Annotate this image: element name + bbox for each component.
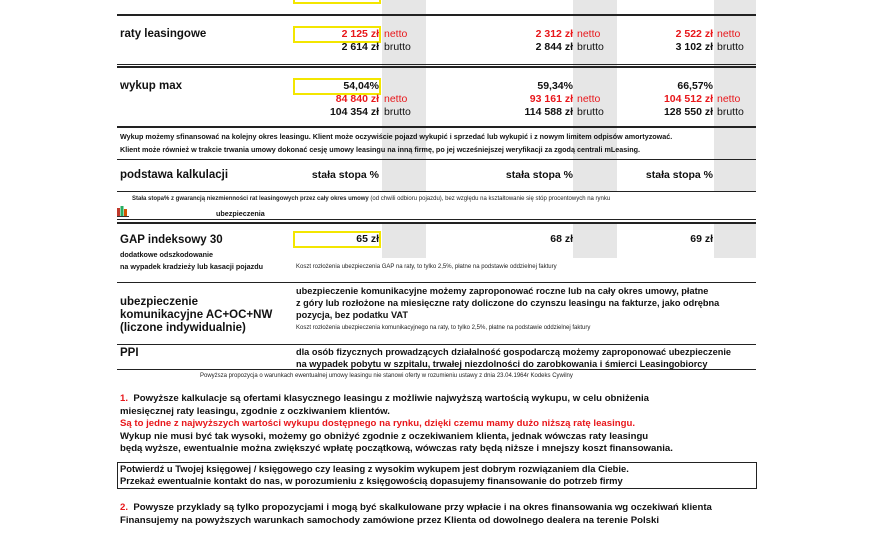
- unit-brutto: brutto: [717, 106, 744, 118]
- accountant-box-line2: Przekaż ewentualnie kontakt do nas, w porozumieniu z księgowością dopasujemy finansowanie do potrzeb firmy: [120, 475, 623, 486]
- wykup-c1-pct: 54,04%: [343, 80, 379, 92]
- wykup-c2-brutto: 114 588 zł: [524, 106, 573, 118]
- wykup-c2-pct: 59,34%: [537, 80, 573, 92]
- podstawa-c1: stała stopa %: [311, 169, 379, 181]
- note-2-number: 2.: [120, 502, 129, 513]
- note-1-line4: Wykup nie musi być tak wysoki, możemy go obniżyć zgodnie z oczekiwaniem klienta, jednak wówczas raty leasingu: [120, 430, 649, 442]
- divider: [117, 282, 756, 283]
- row-label-ppi: PPI: [120, 347, 139, 359]
- note-1-line5: będą wyższe, ewentualnie można zwiększyć wpłatę początkową, wówczas raty będą niższe i mnejszy koszt finansowania.: [120, 443, 673, 454]
- gap-c3: 69 zł: [690, 233, 713, 245]
- divider: [117, 344, 756, 345]
- disclaimer: Powyższa propozycja o warunkach ewentualnej umowy leasingu nie stanowi oferty w rozumieniu ustawy z dnia 23.04.1964r Kodeks Cywilny: [200, 373, 573, 379]
- raty-c2-brutto: 2 844 zł: [535, 41, 573, 53]
- wykup-note-2: Klient może również w trakcie trwania umowy dokonać cesję umowy leasingu na inną firmę, po jej wcześniejszej weryfikacji za zgodą centrali mLeasing.: [120, 145, 641, 154]
- gap-note: Koszt rozłożenia ubezpieczenia GAP na raty, to tylko 2,5%, płatne na podstawie oddzielnej faktury: [296, 264, 557, 270]
- note-2: [120, 502, 712, 515]
- note-1: [120, 393, 649, 406]
- row-label-komunikacyjne-2: komunikacyjne AC+OC+NW: [120, 309, 273, 321]
- raty-c1-brutto: 2 614 zł: [341, 41, 379, 53]
- wykup-c3-pct: 66,57%: [677, 80, 713, 92]
- note-2-line2: Finansujemy na powyższych warunkach samochody zamówione przez Klienta od dowolnego dealera na terenie Polski: [120, 514, 659, 526]
- grey-column-3: [714, 0, 756, 160]
- divider: [117, 14, 756, 16]
- row-label-gap: GAP indeksowy 30: [120, 234, 223, 246]
- podstawa-note-bold: Stała stopa% z gwarancją niezmienności rat leasingowych przez cały okres umowy: [132, 196, 369, 202]
- unit-netto: netto: [577, 93, 601, 105]
- divider: [117, 126, 756, 128]
- komunikacyjne-line3: pozycja, bez podatku VAT: [296, 310, 408, 320]
- ubezpieczenia-header: ubezpieczenia: [216, 209, 265, 218]
- highlight-box-top: [293, 0, 381, 4]
- gap-sub2: na wypadek kradzieży lub kasacji pojazdu: [120, 262, 264, 271]
- unit-brutto: brutto: [384, 41, 411, 53]
- divider: [117, 64, 756, 65]
- wykup-c1-netto: 84 840 zł: [335, 93, 379, 105]
- row-label-komunikacyjne-1: ubezpieczenie: [120, 296, 198, 308]
- wykup-c3-netto: 104 512 zł: [663, 93, 713, 105]
- wykup-c2-netto: 93 161 zł: [529, 93, 573, 105]
- grey-column-2c: [573, 222, 617, 258]
- grey-column-3b: [714, 160, 756, 192]
- note-1-line3: Są to jedne z najwyższych wartości wykupu dostępnego na rynku, dzięki czemu mamy dużo niższą ratę leasingu.: [120, 418, 635, 429]
- ppi-line2: na wypadek pobytu w szpitalu, trwałej niezdolności do zarobkowania i śmierci Leasingobiorcy: [296, 359, 708, 369]
- unit-brutto: brutto: [717, 41, 744, 53]
- grey-column-3c: [714, 222, 756, 258]
- grey-column-1b: [382, 160, 426, 192]
- podstawa-note-rest: (od chwili odbioru pojazdu), bez względu na kształtowanie się stóp procentowych na rynku: [368, 196, 611, 202]
- divider: [117, 159, 756, 160]
- row-label-podstawa: podstawa kalkulacji: [120, 169, 229, 181]
- unit-netto: netto: [577, 28, 601, 40]
- podstawa-note: [132, 196, 610, 202]
- raty-c2-netto: 2 312 zł: [535, 28, 573, 40]
- komunikacyjne-line2: z góry lub rozłożone na miesięczne raty doliczone do czynszu leasingu na fakturze, jako odrębna: [296, 298, 720, 308]
- row-label-komunikacyjne-3: (liczone indywidualnie): [120, 322, 246, 334]
- komunikacyjne-note: Koszt rozłożenia ubezpieczenia komunikacyjnego na raty, to tylko 2,5%, płatne na podstawie oddzielnej faktury: [296, 325, 591, 331]
- note-1-line2: miesięcznej raty leasingu, zgodnie z oczkiwaniem klientów.: [120, 405, 390, 417]
- unit-netto: netto: [717, 93, 741, 105]
- divider: [117, 222, 756, 224]
- ppi-line1: dla osób fizycznych prowadzących działalność gospodarczą możemy zaproponować ubezpieczenie: [296, 347, 731, 357]
- podstawa-c3: stała stopa %: [645, 169, 713, 181]
- accountant-box-line1: Potwierdź u Twojej księgowej / księgowego czy leasing z wysokim wykupem jest dobrym rozwiązaniem dla Ciebie.: [120, 463, 629, 474]
- grey-column-1c: [382, 222, 426, 258]
- gap-c2: 68 zł: [550, 233, 573, 245]
- wykup-c1-brutto: 104 354 zł: [329, 106, 379, 118]
- unit-brutto: brutto: [577, 106, 604, 118]
- row-label-wykup: wykup max: [120, 80, 182, 92]
- note-1-number: 1.: [120, 393, 129, 404]
- divider: [117, 191, 756, 192]
- wykup-c3-brutto: 128 550 zł: [663, 106, 713, 118]
- unit-brutto: brutto: [577, 41, 604, 53]
- raty-c1-netto: 2 125 zł: [341, 28, 379, 40]
- unit-netto: netto: [384, 28, 408, 40]
- unit-netto: netto: [717, 28, 741, 40]
- row-label-raty: raty leasingowe: [120, 28, 207, 40]
- wykup-note-1: Wykup możemy sfinansować na kolejny okres leasingu. Klient może oczywiście pojazd wykupić i sprzedać lub wykupić i z nowym limitem odpisów amortyzować.: [120, 132, 673, 141]
- raty-c3-brutto: 3 102 zł: [675, 41, 713, 53]
- unit-netto: netto: [384, 93, 408, 105]
- gap-c1: 65 zł: [356, 233, 379, 245]
- unit-brutto: brutto: [384, 106, 411, 118]
- note-2-line1: Powysze przyklady są tylko propozycjami i mogą być skalkulowane przy wpłacie i na okres finansowania wg oczekiwań klienta: [133, 502, 712, 513]
- grey-column-2b: [573, 160, 617, 192]
- gap-sub1: dodatkowe odszkodowanie: [120, 250, 214, 259]
- divider: [117, 66, 756, 68]
- divider: [117, 219, 756, 220]
- books-icon: [117, 206, 129, 217]
- podstawa-c2: stała stopa %: [505, 169, 573, 181]
- raty-c3-netto: 2 522 zł: [675, 28, 713, 40]
- komunikacyjne-line1: ubezpieczenie komunikacyjne możemy zaproponować roczne lub na cały okres umowy, płatne: [296, 286, 709, 296]
- note-1-line1: Powyższe kalkulacje są ofertami klasycznego leasingu z możliwie najwyższą wartością wykupu, w celu obniżenia: [133, 393, 649, 404]
